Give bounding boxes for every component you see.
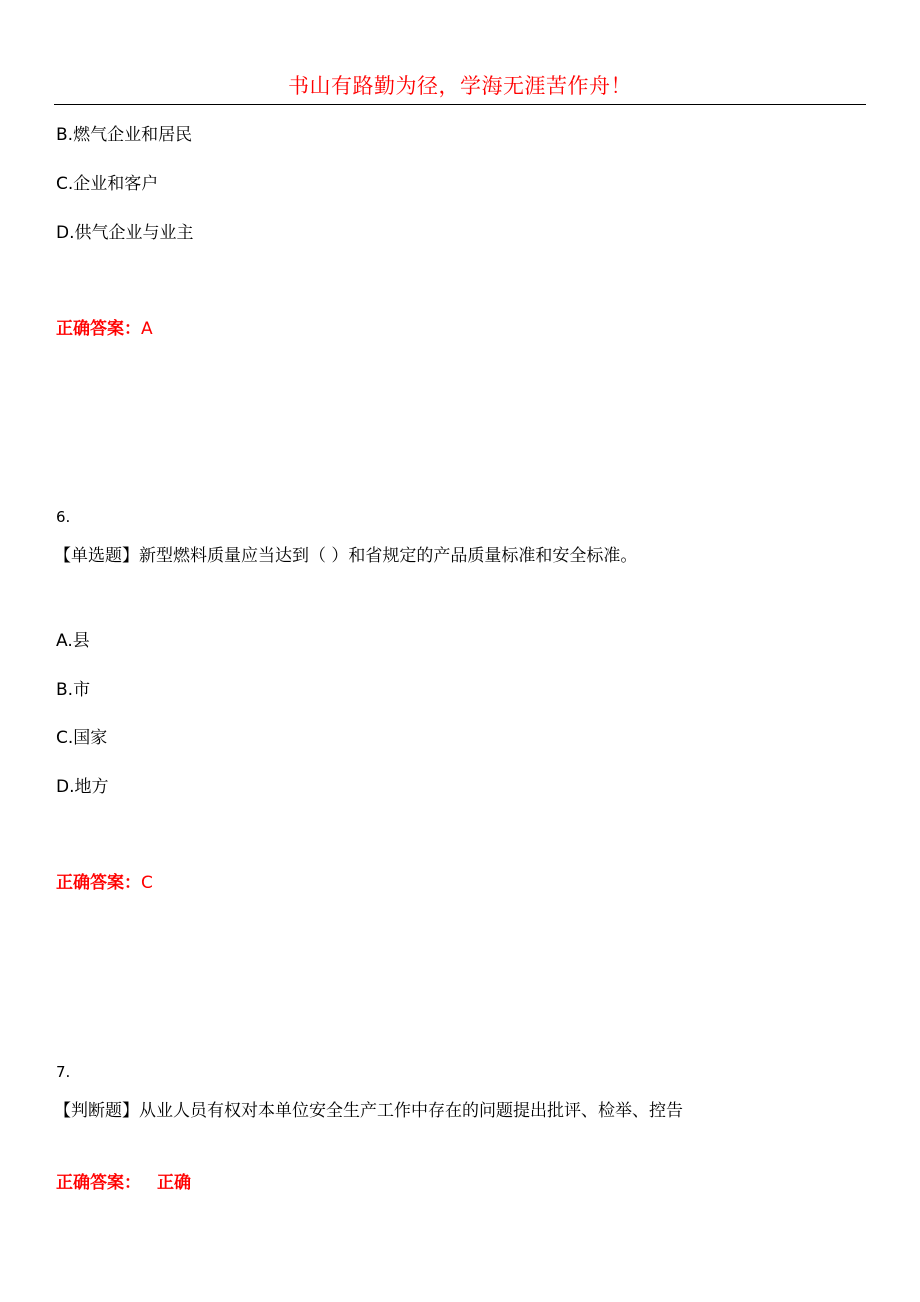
page-header-motto: 书山有路勤为径，学海无涯苦作舟！ bbox=[288, 74, 632, 98]
q6-number: 6. bbox=[56, 508, 71, 526]
q7-number: 7. bbox=[56, 1063, 71, 1081]
q7-answer bbox=[56, 1168, 191, 1193]
q5-option-c: C.企业和客户 bbox=[56, 174, 159, 194]
q6-option-b: B.市 bbox=[56, 680, 91, 700]
q6-answer-value: C bbox=[141, 873, 153, 893]
q7-answer-value: 正确 bbox=[157, 1173, 191, 1193]
q7-stem: 【判断题】从业人员有权对本单位安全生产工作中存在的问题提出批评、检举、控告 bbox=[54, 1101, 683, 1121]
q5-option-d: D.供气企业与业主 bbox=[56, 223, 194, 243]
q6-option-d: D.地方 bbox=[56, 777, 109, 797]
q6-answer-label: 正确答案： bbox=[56, 873, 141, 893]
q6-answer bbox=[56, 868, 153, 893]
q6-option-c: C.国家 bbox=[56, 728, 108, 748]
header-divider bbox=[54, 104, 866, 105]
q6-option-a: A.县 bbox=[56, 631, 90, 651]
q7-answer-label: 正确答案： bbox=[56, 1173, 141, 1193]
q5-answer-label: 正确答案： bbox=[56, 319, 141, 339]
q5-answer bbox=[56, 314, 153, 339]
q5-option-b: B.燃气企业和居民 bbox=[56, 125, 193, 145]
q6-stem: 【单选题】新型燃料质量应当达到（ ）和省规定的产品质量标准和安全标准。 bbox=[54, 546, 638, 566]
q5-answer-value: A bbox=[141, 319, 153, 339]
